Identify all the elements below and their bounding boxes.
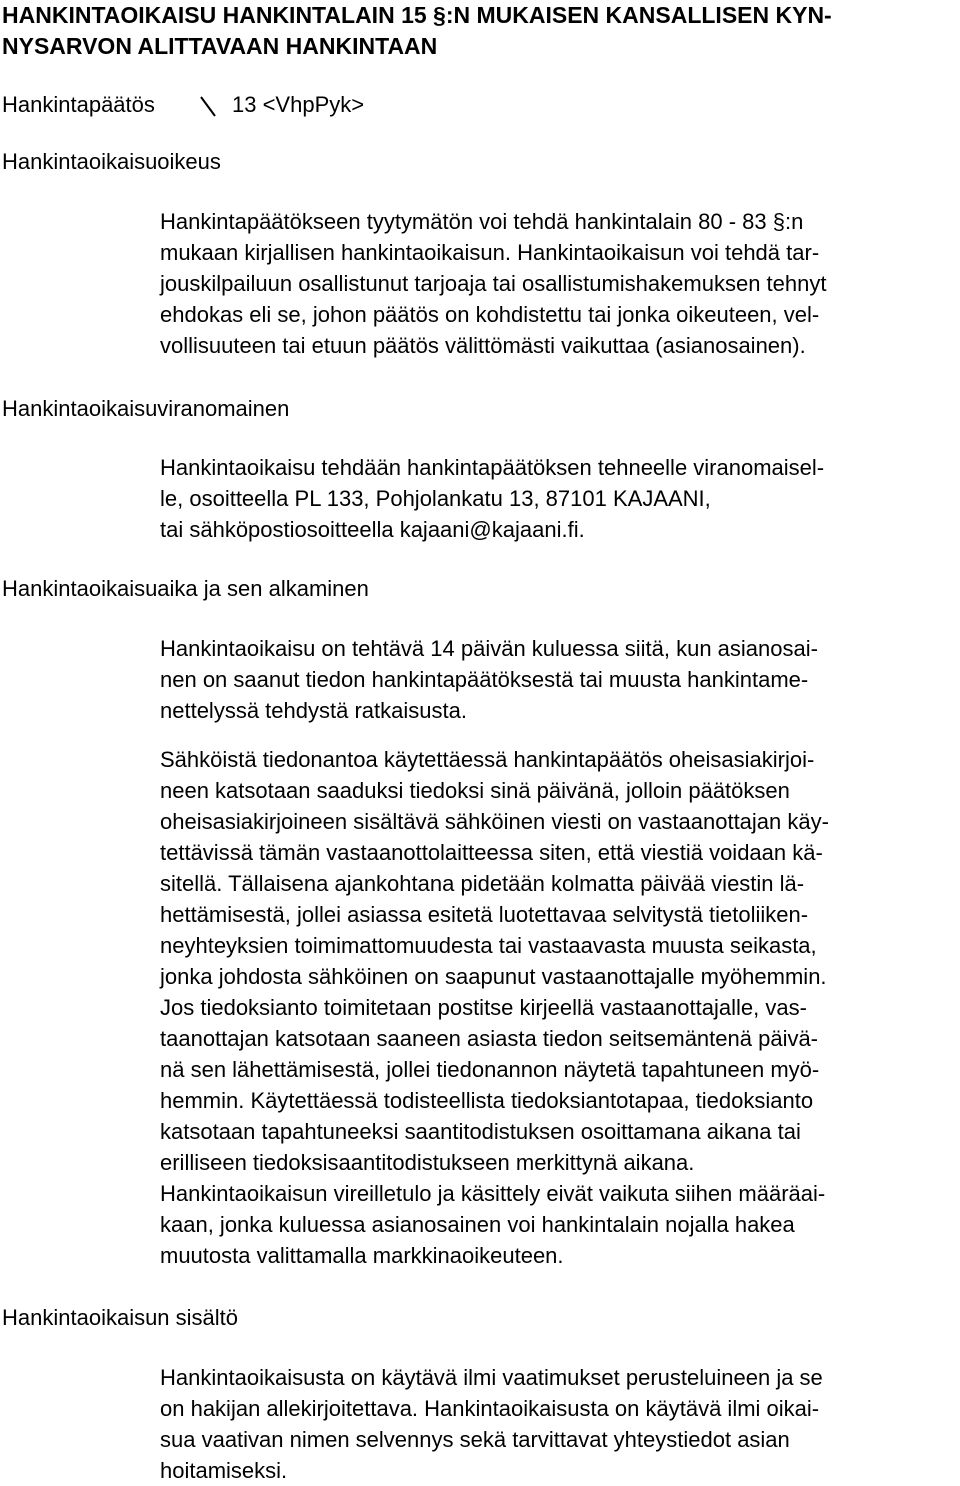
- decision-label: Hankintapäätös: [2, 92, 155, 117]
- body-line: vollisuuteen tai etuun päätös välittömästi vaikuttaa (asianosainen).: [160, 333, 806, 358]
- section-heading-time: Hankintaoikaisuaika ja sen alkaminen: [2, 576, 369, 601]
- section-body-authority: [160, 452, 960, 545]
- body-line: Hankintaoikaisun vireilletulo ja käsittely eivät vaikuta siihen määräai-: [160, 1181, 826, 1206]
- section-heading-right: Hankintaoikaisuoikeus: [2, 149, 221, 174]
- body-line: kaan, jonka kuluessa asianosainen voi hankintalain nojalla hakea: [160, 1212, 795, 1237]
- body-line: oheisasiakirjoineen sisältävä sähköinen viesti on vastaanottajan käy-: [160, 809, 829, 834]
- body-line: muutosta valittamalla markkinaoikeuteen.: [160, 1243, 564, 1268]
- body-line: hettämisestä, jollei asiassa esitetä luotettavaa selvitystä tietoliiken-: [160, 902, 809, 927]
- body-line: Hankintapäätökseen tyytymätön voi tehdä hankintalain 80 - 83 §:n: [160, 209, 804, 234]
- body-line: on hakijan allekirjoitettava. Hankintaoikaisusta on käytävä ilmi oikai-: [160, 1396, 820, 1421]
- body-line: katsotaan tapahtuneeksi saantitodistuksen osoittamana aikana tai: [160, 1119, 801, 1144]
- body-line: nä sen lähettämisestä, jollei tiedonannon näytetä tapahtuneen myö-: [160, 1057, 820, 1082]
- body-line: hemmin. Käytettäessä todisteellista tiedoksiantotapaa, tiedoksianto: [160, 1088, 814, 1113]
- body-line: ehdokas eli se, johon päätös on kohdistettu tai jonka oikeuteen, vel-: [160, 302, 820, 327]
- title-line-2: NYSARVON ALITTAVAAN HANKINTAAN: [2, 33, 438, 59]
- body-line: sitellä. Tällaisena ajankohtana pidetään kolmatta päivää viestin lä-: [160, 871, 805, 896]
- body-line: jonka johdosta sähköinen on saapunut vastaanottajalle myöhemmin.: [160, 964, 827, 989]
- body-line: sua vaativan nimen selvennys sekä tarvittavat yhteystiedot asian: [160, 1427, 790, 1452]
- slash-mark-icon: [199, 95, 217, 118]
- body-line: Hankintaoikaisu tehdään hankintapäätöksen tehneelle viranomaisel-: [160, 455, 825, 480]
- section-heading-content: Hankintaoikaisun sisältö: [2, 1305, 239, 1330]
- document-title: [2, 0, 952, 62]
- body-line: le, osoitteella PL 133, Pohjolankatu 13, 87101 KAJAANI,: [160, 486, 711, 511]
- body-line: hoitamiseksi.: [160, 1458, 288, 1483]
- body-line: mukaan kirjallisen hankintaoikaisun. Hankintaoikaisun voi tehdä tar-: [160, 240, 820, 265]
- body-line: neen katsotaan saaduksi tiedoksi sinä päivänä, jolloin päätöksen: [160, 778, 790, 803]
- decision-ref: 13 <VhpPyk>: [232, 92, 365, 117]
- body-line: erilliseen tiedoksisaantitodistukseen merkittynä aikana.: [160, 1150, 695, 1175]
- body-line: Sähköistä tiedonantoa käytettäessä hankintapäätös oheisasiakirjoi-: [160, 747, 815, 772]
- section-heading-authority: Hankintaoikaisuviranomainen: [2, 396, 290, 421]
- section-body-time: [160, 633, 960, 1271]
- body-line: Hankintaoikaisusta on käytävä ilmi vaatimukset perusteluineen ja se: [160, 1365, 823, 1390]
- body-line: neyhteyksien toimimattomuudesta tai vastaavasta muusta seikasta,: [160, 933, 817, 958]
- body-line: Jos tiedoksianto toimitetaan postitse kirjeellä vastaanottajalle, vas-: [160, 995, 807, 1020]
- body-line: Hankintaoikaisu on tehtävä 14 päivän kuluessa siitä, kun asianosai-: [160, 636, 818, 661]
- section-body-content: [160, 1362, 960, 1486]
- body-line: taanottajan katsotaan saaneen asiasta tiedon seitsemäntenä päivä-: [160, 1026, 819, 1051]
- title-line-1: HANKINTAOIKAISU HANKINTALAIN 15 §:N MUKAISEN KANSALLISEN KYN-: [2, 2, 832, 28]
- body-line: jouskilpailuun osallistunut tarjoaja tai osallistumishakemuksen tehnyt: [160, 271, 827, 296]
- body-line: tettävissä tämän vastaanottolaitteessa siten, että viestiä voidaan kä-: [160, 840, 823, 865]
- body-line: nen on saanut tiedon hankintapäätöksestä tai muusta hankintame-: [160, 667, 809, 692]
- body-line: tai sähköpostiosoitteella kajaani@kajaani.fi.: [160, 517, 585, 542]
- section-body-right: [160, 206, 960, 361]
- body-line: nettelyssä tehdystä ratkaisusta.: [160, 698, 467, 723]
